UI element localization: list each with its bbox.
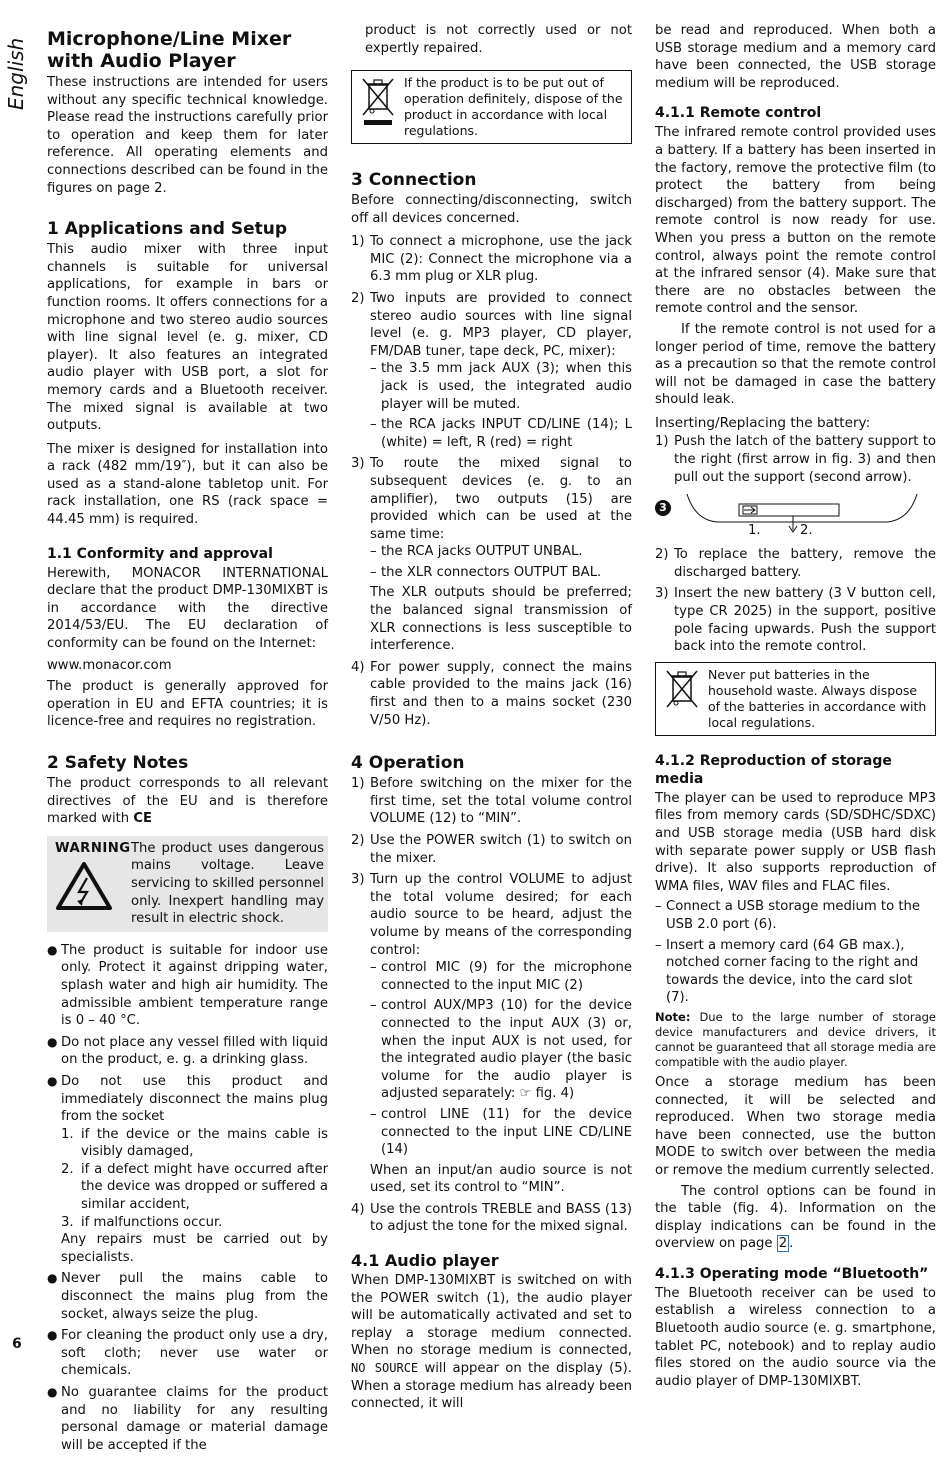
dash-item: – control AUX/MP3 (10) for the device connected to the input AUX (3) or, when the input AUX is not used, for the integrated audio player (the basic volume for the audio player is adjusted separately: ☞ fig. 4) (370, 998, 632, 1102)
step-text: For power supply, connect the mains cable provided to the mains jack (16) first and then to a mains socket (230 V/50 Hz). (370, 659, 632, 728)
step-text: Turn up the control VOLUME to adjust the total volume desired; for each audio source to be heard, adjust the volume by means of the corresponding control: (370, 872, 632, 958)
step-text: Use the controls TREBLE and BASS (13) to adjust the tone for the mixed signal. (370, 1201, 632, 1235)
dash-text: control AUX/MP3 (10) for the device connected to the input AUX (3) or, when the input AUX is not used, for the integrated audio player (the basic volume for the audio player is adjusted separately: ☞ fig. 4) (381, 998, 632, 1102)
warning-label: WARNING (55, 840, 131, 856)
figure-3 (655, 490, 936, 540)
step-text: Before switching on the mixer for the first time, set the total volume control VOLUME (12) to “MIN”. (370, 776, 632, 827)
bluetooth-paragraph: The Bluetooth receiver can be used to establish a wireless connection to a Bluetooth audio source (e. g. smartphone, tablet PC, notebook) and to replay audio files stored on the audio source via the audio player of DMP-130MIXBT. (655, 1285, 936, 1389)
dash-text: control MIC (9) for the microphone connected to the input MIC (2) (381, 960, 632, 993)
column-2 (365, 22, 632, 60)
sub-item-text: if malfunctions occur. (81, 1214, 223, 1230)
figure-3-label-1: 1. (748, 523, 761, 539)
remote-paragraph: If the remote control is not used for a longer period of time, remove the battery as a precaution so that the remote control will not be damaged in case the battery should leak. (655, 321, 936, 408)
operation-step: 1) Before switching on the mixer for the first time, set the total volume control VOLUME (12) to “MIN”. (351, 776, 632, 827)
connection-step: 2) Two inputs are provided to connect stereo audio sources with line signal level (e. g. MP3 player, CD player, FM/DAB tuner, tape deck, PC, mixer): – the 3.5 mm jack AUX (3); when this jack is used, the integrated audio player will be muted. – the RCA jacks INPUT CD/LINE (14); L (white) = left, R (red) = right (351, 290, 632, 450)
dash-text: the RCA jacks INPUT CD/LINE (14); L (white) = left, R (red) = right (381, 417, 632, 450)
page-2-link[interactable]: 2 (778, 1236, 788, 1252)
bullet-text: Do not use this product and immediately disconnect the mains plug from the socket (61, 1073, 328, 1125)
dash-item: – the RCA jacks INPUT CD/LINE (14); L (white) = left, R (red) = right (370, 417, 632, 450)
operation-step: 3) Turn up the control VOLUME to adjust the total volume desired; for each audio source to be heard, adjust the volume by means of the corresponding control: – control MIC (9) for the microphone connected to the input MIC (2) – control AUX/MP3 (10) for the device connected to the input AUX (3) or, when the input AUX is not used, for the integrated audio player (the basic volume for the audio player is adjusted separately: ☞ fig. 4) – control LINE (11) for the device connected to the input LINE CD/LINE (14) When an input/an audio source is not used, set its control to “MIN”. (351, 872, 632, 1196)
safety-bullet: ● Do not place any vessel filled with liquid on the product, e. g. a drinking glass. (47, 1034, 328, 1068)
figure-3-label-2: 2. (800, 523, 813, 539)
bullet-text: The product is suitable for indoor use only. Protect it against dripping water, splash water and high air humidity. The admissible ambient temperature range is 0 – 40 °C. (61, 942, 328, 1029)
bullet-text: Do not place any vessel filled with liquid on the product, e. g. a drinking glass. (61, 1034, 328, 1068)
column-1 (47, 22, 328, 1458)
dash-item: – Insert a memory card (64 GB max.), notched corner facing to the right and towards the device, into the card slot (7). (655, 937, 919, 1006)
safety-bullet: ● For cleaning the product only use a dry, soft cloth; never use water or chemicals. (47, 1328, 328, 1379)
operation-step: 4) Use the controls TREBLE and BASS (13) to adjust the tone for the mixed signal. (351, 1201, 632, 1235)
bullet-text: No guarantee claims for the product and no liability for any resulting personal damage or material damage will be accepted if the (61, 1385, 328, 1453)
section-4-1-heading: 4.1 Audio player (351, 1251, 499, 1271)
storage-paragraph (655, 1183, 936, 1253)
crossed-bin-icon (358, 75, 398, 127)
disposal-note-text: If the product is to be put out of operation definitely, dispose of the product in accordance with local regulations. (404, 75, 623, 138)
connection-step: 3) To route the mixed signal to subsequent devices (e. g. to an amplifier), two outputs (15) are provided which can be used at the same time: – the RCA jacks OUTPUT UNBAL. – the XLR connectors OUTPUT BAL. The XLR outputs should be preferred; the balanced signal transmission of XLR connections is less susceptible to interference. (351, 456, 632, 654)
bullet-text: For cleaning the product only use a dry, soft cloth; never use water or chemicals. (61, 1328, 328, 1379)
continued-text: product is not correctly used or not expertly repaired. (365, 23, 632, 56)
table-reference-text: The control options can be found in the table (fig. 4). Information on the display indications can be found in the overview on page (655, 1183, 936, 1252)
section-4-1-1-heading: 4.1.1 Remote control (655, 105, 822, 122)
dash-text: the RCA jacks OUTPUT UNBAL. (381, 544, 583, 560)
language-tab: English (4, 37, 28, 110)
connection-step: 1) To connect a microphone, use the jack MIC (2): Connect the microphone via a 6.3 mm plug or XLR plug. (351, 234, 632, 285)
battery-step: 1) Push the latch of the battery support to the right (first arrow in fig. 3) and then pull out the support (second arrow). (655, 434, 936, 485)
step-text: To route the mixed signal to subsequent devices (e. g. to an amplifier), two outputs (15) are provided which can be used at the same time: (370, 456, 632, 542)
audio-player-text: will appear on the display (5). When a storage medium has already been connected, it will (351, 1361, 632, 1412)
sub-item: 3. if malfunctions occur. (61, 1214, 223, 1230)
note-text: Due to the large number of storage device manufacturers and device drivers, it cannot be guaranteed that all storage media are compatible with the audio player. (655, 1009, 937, 1069)
column-2-body (351, 64, 632, 1416)
audio-player-paragraph (351, 1272, 632, 1413)
battery-step: 3) Insert the new battery (3 V button cell, type CR 2025) in the support, positive pole facing upwards. Push the support back into the remote control. (655, 586, 936, 655)
audio-player-continued: be read and reproduced. When both a USB storage medium and a memory card have been connected, the USB storage medium will be reproduced. (655, 23, 936, 91)
safety-bullet: ● Do not use this product and immediately disconnect the mains plug from the socket 1. if the device or the mains cable is visibly damaged, 2. if a defect might have occurred after the device was dropped or suffered a similar accident, 3. if malfunctions occur. Any repairs must be carried out by specialists. (47, 1073, 328, 1265)
safety-bullet: ● Never pull the mains cable to disconnect the mains plug from the socket, always seize the plug. (47, 1271, 328, 1322)
conformity-paragraph: Herewith, MONACOR INTERNATIONAL declare that the product DMP-130MIXBT is in accordance with the directive 2014/53/EU. The EU declaration of conformity can be found on the Internet: (47, 565, 328, 652)
section-1-heading: 1 Applications and Setup (47, 219, 288, 240)
remote-paragraph: The infrared remote control provided uses a battery. If a battery has been inserted in the factory, remove the protective film (to protect the battery from being discharged) from the battery support. The remote control is now ready for use. When you press a button on the remote control, always point the remote control at the infrared sensor (4). Make sure that there are no obstacles between the remote control and the sensor. (655, 125, 936, 317)
note-label: Note: (655, 1009, 691, 1024)
safety-bullet: ● No guarantee claims for the product and no liability for any resulting personal damage or material damage will be accepted if the (47, 1385, 328, 1453)
step-text: Push the latch of the battery support to the right (first arrow in fig. 3) and then pull out the support (second arrow). (674, 434, 936, 485)
bullet-text: Never pull the mains cable to disconnect the mains plug from the socket, always seize the plug. (61, 1271, 328, 1322)
dash-item: – Connect a USB storage medium to the USB 2.0 port (6). (655, 899, 921, 932)
audio-player-text: When DMP-130MIXBT is switched on with the POWER switch (1), the audio player will be automatically activated and set to replay a storage medium connected. When no storage medium is connected, (351, 1273, 632, 1359)
step-text: To connect a microphone, use the jack MIC (2): Connect the microphone via a 6.3 mm plug or XLR plug. (370, 234, 632, 285)
warning-left (55, 840, 131, 928)
warning-text: The product uses dangerous mains voltage. Leave servicing to skilled personnel only. Inexpert handling may result in electric shock. (131, 840, 324, 927)
warning-box (47, 836, 328, 932)
high-voltage-warning-icon (55, 861, 113, 911)
step-text: Use the POWER switch (1) to switch on the mixer. (370, 833, 632, 866)
battery-disposal-note-box (655, 662, 936, 736)
sub-item-text: if a defect might have occurred after the device was dropped or suffered a similar accident, (81, 1161, 328, 1213)
section-4-1-2-heading: 4.1.2 Reproduction of storage media (655, 752, 892, 787)
storage-paragraph: Once a storage medium has been connected, it will be selected and reproduced. When two storage media have been connected, use the button MODE to switch over between the media or remove the medium currently selected. (655, 1074, 936, 1178)
dash-text: the 3.5 mm jack AUX (3); when this jack is used, the integrated audio player will be muted. (381, 361, 632, 412)
battery-step: 2) To replace the battery, remove the discharged battery. (655, 547, 936, 580)
safety-bullet: ● The product is suitable for indoor use only. Protect it against dripping water, splash water and high air humidity. The admissible ambient temperature range is 0 – 40 °C. (47, 942, 328, 1029)
step-text: Insert the new battery (3 V button cell, type CR 2025) in the support, positive pole facing upwards. Push the support back into the remote control. (674, 586, 936, 655)
dash-item: – the RCA jacks OUTPUT UNBAL. (370, 544, 583, 560)
battery-subheading: Inserting/Replacing the battery: (655, 414, 871, 431)
dash-text: Insert a memory card (64 GB max.), notched corner facing to the right and towards the device, into the card slot (7). (666, 937, 919, 1006)
dash-text: Connect a USB storage medium to the USB 2.0 port (6). (666, 899, 921, 932)
website-link[interactable]: www.monacor.com (47, 657, 172, 673)
ce-mark: CE (133, 811, 153, 827)
section-4-heading: 4 Operation (351, 753, 465, 774)
dash-text: control LINE (11) for the device connected to the input LINE CD/LINE (14) (381, 1106, 632, 1158)
storage-note (655, 1010, 936, 1070)
step-tail: The XLR outputs should be preferred; the balanced signal transmission of XLR connections is less susceptible to interference. (370, 585, 632, 654)
operation-step: 2) Use the POWER switch (1) to switch on the mixer. (351, 833, 632, 866)
dash-text: the XLR connectors OUTPUT BAL. (381, 564, 602, 580)
sub-item-text: if the device or the mains cable is visibly damaged, (81, 1126, 328, 1160)
step-text: Two inputs are provided to connect stereo audio sources with line signal level (e. g. MP3 player, CD player, FM/DAB tuner, tape deck, PC, mixer): (370, 290, 632, 359)
crossed-bin-icon (662, 667, 702, 711)
section-2-heading: 2 Safety Notes (47, 753, 189, 773)
dash-item: – control LINE (11) for the device connected to the input LINE CD/LINE (14) (370, 1106, 632, 1158)
sub-item: 2. if a defect might have occurred after the device was dropped or suffered a similar accident, (61, 1161, 328, 1213)
storage-paragraph: The player can be used to reproduce MP3 files from memory cards (SD/SDHC/SDXC) and USB storage media (USB hard disk with separate power supply or USB flash drive). It also supports reproduction of WMA files, WAV files and FLAC files. (655, 790, 936, 894)
page-number: 6 (12, 1336, 22, 1352)
section-3-heading: 3 Connection (351, 170, 477, 190)
section-1-paragraph: The mixer is designed for installation into a rack (482 mm/19″), but it can also be used as a stand-alone tabletop unit. For rack installation, one RS (rack space = 44.45 mm) is required. (47, 441, 328, 528)
dash-item: – control MIC (9) for the microphone connected to the input MIC (2) (370, 960, 632, 993)
section-4-1-3-heading: 4.1.3 Operating mode “Bluetooth” (655, 1265, 929, 1282)
dash-item: – the XLR connectors OUTPUT BAL. (370, 564, 602, 580)
page-title: Microphone/Line Mixer with Audio Player (47, 28, 292, 72)
section-1-1-heading: 1.1 Conformity and approval (47, 545, 273, 562)
battery-disposal-text: Never put batteries in the household waste. Always dispose of the batteries in accordance with local regulations. (708, 666, 927, 730)
safety-paragraph (47, 775, 328, 828)
disposal-note-box (351, 70, 632, 144)
safety-text: The product corresponds to all relevant directives of the EU and is therefore marked with (47, 776, 328, 827)
display-indication-no-source: NO SOURCE (351, 1361, 419, 1376)
intro-paragraph: These instructions are intended for users without any specific technical knowledge. Please read the instructions carefully prior to operation and keep them for later reference. All operating elements and connections described can be found in the figures on page 2. (47, 75, 328, 196)
period: . (789, 1236, 794, 1252)
dash-item: – the 3.5 mm jack AUX (3); when this jack is used, the integrated audio player will be muted. (370, 361, 632, 412)
connection-step: 4) For power supply, connect the mains cable provided to the mains jack (16) first and then to a mains socket (230 V/50 Hz). (351, 659, 632, 728)
connection-paragraph: Before connecting/disconnecting, switch off all devices concerned. (351, 193, 632, 226)
bullet-tail: Any repairs must be carried out by specialists. (61, 1232, 328, 1265)
step-text: To replace the battery, remove the discharged battery. (674, 547, 936, 580)
figure-3-number: 3 (655, 500, 671, 516)
approval-paragraph: The product is generally approved for operation in EU and EFTA countries; it is licence-free and requires no registration. (47, 679, 328, 730)
sub-item: 1. if the device or the mains cable is visibly damaged, (61, 1126, 328, 1160)
step-tail: When an input/an audio source is not used, set its control to “MIN”. (370, 1162, 632, 1196)
column-3 (655, 22, 936, 1393)
section-1-paragraph: This audio mixer with three input channels is suitable for universal applications, for example in bars or function rooms. It offers connections for a microphone and two stereo audio sources with line signal level (e. g. mixer, CD player). It also features an integrated audio player with USB port, a slot for memory cards and a Bluetooth receiver. The mixed signal is available at two outputs. (47, 242, 328, 434)
